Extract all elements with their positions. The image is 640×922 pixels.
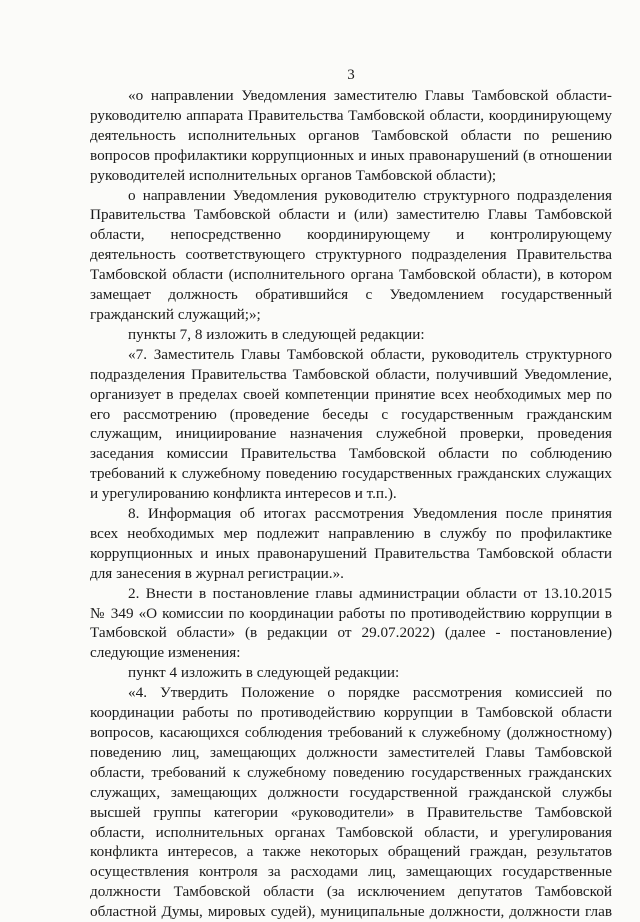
text-line: осуществления контроля за расходами лиц, замещающих государственные [90,863,612,881]
text-line: для занесения в журнал регистрации.». [90,564,344,582]
text-line: деятельность исполнительных органов Тамбовской области по решению [90,126,612,144]
text-line: Тамбовской области (исполнительного органа Тамбовской области), в котором [90,266,612,284]
text-line: 8. Информация об итогах рассмотрения Уведомления после принятия [128,505,612,523]
page-number: 3 [347,67,355,83]
document-body [90,86,612,922]
text-line: гражданский служащий;»; [90,305,261,323]
text-line: координации работы по противодействию коррупции в Тамбовской области [90,704,612,722]
text-line: руководителю аппарата Правительства Тамбовской области, координирующему [90,106,612,124]
text-line: «7. Заместитель Главы Тамбовской области, руководитель структурного [128,345,612,363]
text-line: заседания комиссии Правительства Тамбовской области по соблюдению [90,445,612,463]
text-line: области, непосредственно координирующему и контролирующему [90,226,612,244]
text-line: замещает должность обратившийся с Уведомлением государственный [90,286,612,304]
text-line: областной Думы, мировых судей), муниципальные должности, должности глав [90,903,612,921]
text-line: следующие изменения: [90,644,241,662]
text-line: должности Тамбовской области (за исключением депутатов Тамбовской [90,883,612,901]
text-line: организует в пределах своей компетенции принятие всех необходимых мер по [90,385,612,403]
text-line: подразделения Правительства Тамбовской области, получивший Уведомление, [90,365,612,383]
text-line: требований к служебному поведению государственных гражданских служащих [90,465,612,483]
text-line: пункт 4 изложить в следующей редакции: [128,664,400,682]
text-line: области, исполнительных органах Тамбовской области, и урегулирования [90,823,612,841]
text-line: области, требований к служебному поведению государственных гражданских [90,763,612,781]
text-line: Тамбовской области» (в редакции от 29.07.2022) (далее - постановление) [90,624,612,642]
text-line: коррупционных и иных правонарушений Правительства Тамбовской области [90,544,612,562]
text-line: пункты 7, 8 изложить в следующей редакции: [128,325,425,343]
text-line: вопросов, касающихся соблюдения требований к служебному (должностному) [90,724,612,741]
text-line: и урегулированию конфликта интересов и т.п.). [90,485,397,503]
text-line: служащим, инициирование назначения служебной проверки, проведения [90,425,612,443]
text-line: конфликта интересов, а также некоторых обращений граждан, результатов [90,843,612,861]
text-line: деятельность соответствующего структурного подразделения Правительства [90,246,612,264]
text-line: его рассмотрению (проведение беседы с государственным гражданским [90,405,612,423]
text-line: «4. Утвердить Положение о порядке рассмотрения комиссией по [128,684,612,702]
text-line: вопросов профилактики коррупционных и иных правонарушений (в отношении [90,146,612,164]
text-line: № 349 «О комиссии по координации работы по противодействию коррупции в [90,604,612,622]
text-line: Правительства Тамбовской области и (или) заместителю Главы Тамбовской [90,206,612,224]
text-line: руководителей исполнительных органов Тамбовской области); [90,166,497,184]
text-line: высшей группы категории «руководители» в Правительстве Тамбовской [90,803,612,821]
text-line: поведению лиц, замещающих должности заместителей Главы Тамбовской [90,743,612,761]
text-line: служащих, замещающих должности государственной гражданской службы [90,783,612,801]
text-line: 2. Внести в постановление главы администрации области от 13.10.2015 [128,584,612,602]
text-line: о направлении Уведомления руководителю структурного подразделения [128,186,612,204]
text-line: всех необходимых мер подлежит направлению в службу по профилактике [90,524,612,542]
text-line: «о направлении Уведомления заместителю Главы Тамбовской области- [128,87,612,104]
